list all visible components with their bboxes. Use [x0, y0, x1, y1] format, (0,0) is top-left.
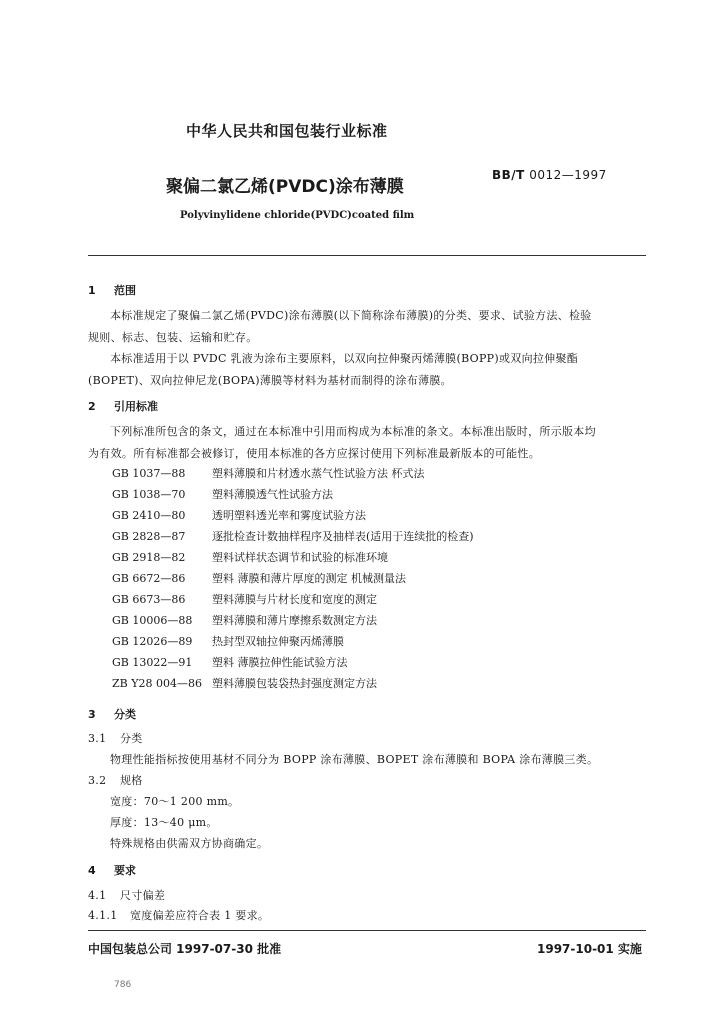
footer-divider	[88, 930, 646, 931]
reference-title: 塑料薄膜包装袋热封强度测定方法	[212, 677, 377, 690]
page-number: 786	[114, 980, 132, 990]
subsection-4-1-heading	[88, 887, 165, 903]
issuing-org-header: 中华人民共和国包装行业标准	[186, 122, 388, 140]
subsection-4-1-1-text: 宽度偏差应符合表 1 要求。	[130, 909, 270, 922]
reference-code: GB 6673—86	[112, 593, 186, 606]
section-2-paragraph-line-1: 下列标准所包含的条文，通过在本标准中引用而构成为本标准的条文。本标准出版时，所示版本均	[110, 425, 596, 438]
reference-title: 塑料 薄膜和薄片厚度的测定 机械测量法	[212, 572, 406, 585]
reference-code: GB 6672—86	[112, 572, 186, 585]
section-2-heading	[88, 398, 158, 414]
subsection-4-1-1-line	[88, 907, 269, 923]
reference-item	[112, 465, 425, 481]
english-title: Polyvinylidene chloride(PVDC)coated film	[180, 210, 415, 221]
section-3-number: 3	[88, 708, 96, 721]
standard-code-prefix: BB/T	[492, 168, 525, 182]
reference-title: 塑料薄膜和片材透水蒸气性试验方法 杯式法	[212, 467, 425, 480]
reference-code: GB 2828—87	[112, 530, 186, 543]
reference-item	[112, 486, 333, 502]
section-3-heading	[88, 706, 136, 722]
section-4-heading	[88, 862, 136, 878]
reference-title: 塑料薄膜与片材长度和宽度的测定	[212, 593, 377, 606]
subsection-4-1-1-number: 4.1.1	[88, 909, 118, 922]
subsection-3-1-title: 分类	[120, 732, 143, 745]
subsection-3-1-number: 3.1	[88, 732, 107, 745]
spec-width: 宽度：70～1 200 mm。	[110, 795, 240, 808]
section-1-heading	[88, 282, 136, 298]
section-3-title: 分类	[114, 708, 136, 721]
standard-code	[492, 168, 607, 182]
section-1-paragraph-1-line-1: 本标准规定了聚偏二氯乙烯(PVDC)涂布薄膜(以下简称涂布薄膜)的分类、要求、试验方法、检验	[110, 309, 592, 322]
reference-code: GB 10006—88	[112, 614, 193, 627]
reference-title: 塑料试样状态调节和试验的标准环境	[212, 551, 388, 564]
reference-title: 逐批检查计数抽样程序及抽样表(适用于连续批的检查)	[212, 530, 474, 543]
reference-title: 塑料薄膜透气性试验方法	[212, 488, 333, 501]
section-1-number: 1	[88, 284, 96, 297]
section-4-title: 要求	[114, 864, 136, 877]
subsection-4-1-number: 4.1	[88, 889, 107, 902]
section-1-paragraph-1-line-2: 规则、标志、包装、运输和贮存。	[88, 331, 258, 344]
reference-code: GB 2410—80	[112, 509, 186, 522]
reference-item	[112, 507, 366, 523]
implementation-date: 1997-10-01 实施	[537, 942, 642, 956]
reference-title: 透明塑料透光率和雾度试验方法	[212, 509, 366, 522]
subsection-3-2-number: 3.2	[88, 774, 107, 787]
section-2-number: 2	[88, 400, 96, 413]
reference-item	[112, 591, 377, 607]
reference-code: GB 2918—82	[112, 551, 186, 564]
subsection-4-1-title: 尺寸偏差	[120, 889, 166, 902]
reference-code: GB 1037—88	[112, 467, 186, 480]
spec-thickness: 厚度：13～40 μm。	[110, 816, 218, 829]
header-divider	[88, 255, 646, 256]
reference-code: GB 12026—89	[112, 635, 193, 648]
section-1-paragraph-2-line-1: 本标准适用于以 PVDC 乳液为涂布主要原料，以双向拉伸聚丙烯薄膜(BOPP)或双向拉伸聚酯	[110, 352, 579, 365]
reference-code: GB 1038—70	[112, 488, 186, 501]
reference-item	[112, 654, 348, 670]
subsection-3-2-title: 规格	[120, 774, 143, 787]
reference-item	[112, 570, 406, 586]
subsection-3-1-text: 物理性能指标按使用基材不同分为 BOPP 涂布薄膜、BOPET 涂布薄膜和 BOPA 涂布薄膜三类。	[110, 753, 599, 766]
spec-special: 特殊规格由供需双方协商确定。	[110, 837, 269, 850]
reference-item	[112, 528, 474, 544]
section-1-title: 范围	[114, 284, 136, 297]
reference-item	[112, 675, 377, 691]
section-2-paragraph-line-2: 为有效。所有标准都会被修订，使用本标准的各方应探讨使用下列标准最新版本的可能性。	[88, 447, 540, 460]
standard-code-number: 0012—1997	[529, 168, 607, 182]
reference-title: 热封型双轴拉伸聚丙烯薄膜	[212, 635, 344, 648]
subsection-3-2-heading	[88, 772, 143, 788]
reference-item	[112, 633, 344, 649]
reference-code: ZB Y28 004—86	[112, 677, 202, 690]
section-2-title: 引用标准	[114, 400, 158, 413]
section-1-paragraph-2-line-2: (BOPET)、双向拉伸尼龙(BOPA)薄膜等材料为基材而制得的涂布薄膜。	[88, 374, 452, 387]
subsection-3-1-heading	[88, 730, 143, 746]
approval-line: 中国包装总公司 1997-07-30 批准	[88, 942, 282, 956]
standard-title: 聚偏二氯乙烯(PVDC)涂布薄膜	[166, 177, 404, 197]
section-4-number: 4	[88, 864, 96, 877]
reference-item	[112, 549, 388, 565]
reference-item	[112, 612, 377, 628]
reference-code: GB 13022—91	[112, 656, 193, 669]
reference-title: 塑料 薄膜拉伸性能试验方法	[212, 656, 348, 669]
reference-title: 塑料薄膜和薄片摩擦系数测定方法	[212, 614, 377, 627]
